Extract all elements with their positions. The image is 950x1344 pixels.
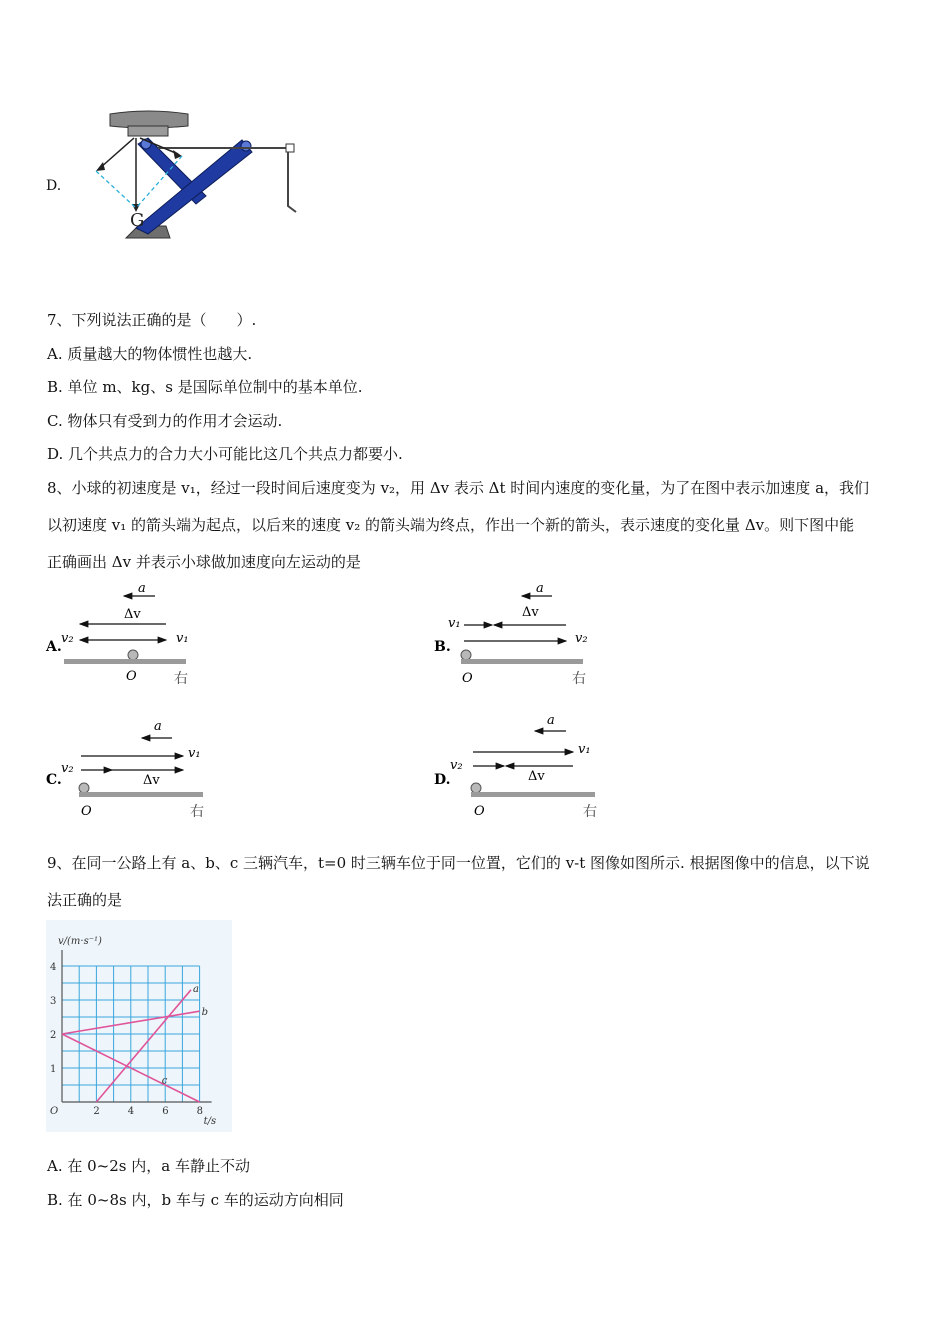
- x-tick-label: 4: [127, 1106, 135, 1117]
- q8-a-origin: O: [126, 669, 137, 684]
- q8-diagram-b: [434, 581, 588, 687]
- q8-b-v1-label: v₁: [448, 616, 461, 631]
- q8-d-origin: O: [474, 804, 485, 819]
- q6-option-d-label: D.: [46, 178, 62, 194]
- q8-b-dv-label: Δv: [522, 605, 539, 620]
- q8-c-accel-label: a: [154, 719, 162, 734]
- q9-option-a: A. 在 0~2s 内，a 车静止不动: [47, 1157, 250, 1175]
- q7-option-a: A. 质量越大的物体惯性也越大.: [47, 345, 253, 363]
- q8-a-v2-label: v₂: [61, 631, 74, 646]
- q8-diagram-d: [434, 713, 597, 820]
- q8-a-right: 右: [174, 671, 188, 687]
- q8-c-v1-label: v₁: [188, 746, 201, 761]
- q8-stem-line-2: 以初速度 v₁ 的箭头端为起点，以后来的速度 v₂ 的箭头端为终点，作出一个新的箭头，表示速度的变化量 Δv。则下图中能: [47, 516, 855, 534]
- series-label-a: a: [193, 983, 199, 995]
- q7-stem: 7、下列说法正确的是（ ）.: [47, 311, 257, 329]
- q8-b-right: 右: [572, 671, 586, 687]
- q8-diagram-c: [46, 719, 204, 820]
- q8-d-right: 右: [583, 804, 597, 820]
- series-label-b: b: [201, 1007, 209, 1019]
- q8-b-label: B.: [434, 639, 451, 655]
- y-axis-label: v/(m·s⁻¹): [58, 936, 102, 947]
- q8-a-label: A.: [46, 639, 62, 655]
- q8-b-origin: O: [462, 671, 473, 686]
- x-tick-label: 8: [196, 1106, 203, 1117]
- q9-stem-line-1: 9、在同一公路上有 a、b、c 三辆汽车，t=0 时三辆车位于同一位置，它们的 v-t 图像如图所示. 根据图像中的信息，以下说: [47, 854, 870, 872]
- q8-stem-line-3: 正确画出 Δv 并表示小球做加速度向左运动的是: [47, 553, 361, 571]
- q8-a-accel-label: a: [138, 581, 146, 596]
- x-tick-label: 6: [162, 1106, 169, 1117]
- q7-option-d: D. 几个共点力的合力大小可能比这几个共点力都要小.: [47, 445, 403, 463]
- q8-c-origin: O: [81, 804, 92, 819]
- x-tick-label: 2: [93, 1106, 100, 1117]
- x-axis-label: t/s: [203, 1116, 217, 1127]
- car-jack-figure: [88, 108, 310, 248]
- y-tick-label: 3: [50, 996, 57, 1007]
- q8-c-right: 右: [190, 804, 204, 820]
- origin-label: O: [50, 1106, 59, 1117]
- vt-chart: [46, 920, 232, 1132]
- q8-d-label: D.: [434, 772, 451, 788]
- q9-stem-line-2: 法正确的是: [47, 891, 123, 909]
- q8-d-accel-label: a: [547, 713, 555, 728]
- y-tick-label: 1: [50, 1064, 57, 1075]
- q8-d-dv-label: Δv: [528, 769, 545, 784]
- q8-stem-line-1: 8、小球的初速度是 v₁，经过一段时间后速度变为 v₂，用 Δv 表示 Δt 时间内速度的变化量，为了在图中表示加速度 a，我们: [47, 479, 870, 497]
- q8-d-v2-label: v₂: [450, 758, 463, 773]
- y-tick-label: 4: [50, 962, 57, 973]
- q8-c-v2-label: v₂: [61, 761, 74, 776]
- q9-option-b: B. 在 0~8s 内，b 车与 c 车的运动方向相同: [47, 1191, 344, 1209]
- q8-c-dv-label: Δv: [143, 773, 160, 788]
- q8-diagram-a: [45, 581, 189, 687]
- q7-option-c: C. 物体只有受到力的作用才会运动.: [47, 412, 283, 430]
- jack-g-label: G: [130, 210, 145, 231]
- q7-option-b: B. 单位 m、kg、s 是国际单位制中的基本单位.: [47, 378, 363, 396]
- q8-d-v1-label: v₁: [578, 742, 591, 757]
- q8-a-v1-label: v₁: [176, 631, 189, 646]
- series-label-c: c: [161, 1075, 168, 1087]
- q8-c-label: C.: [46, 772, 62, 788]
- q8-b-v2-label: v₂: [575, 631, 588, 646]
- q8-b-accel-label: a: [536, 581, 544, 596]
- y-tick-label: 2: [50, 1030, 57, 1041]
- q8-a-dv-label: Δv: [124, 607, 141, 622]
